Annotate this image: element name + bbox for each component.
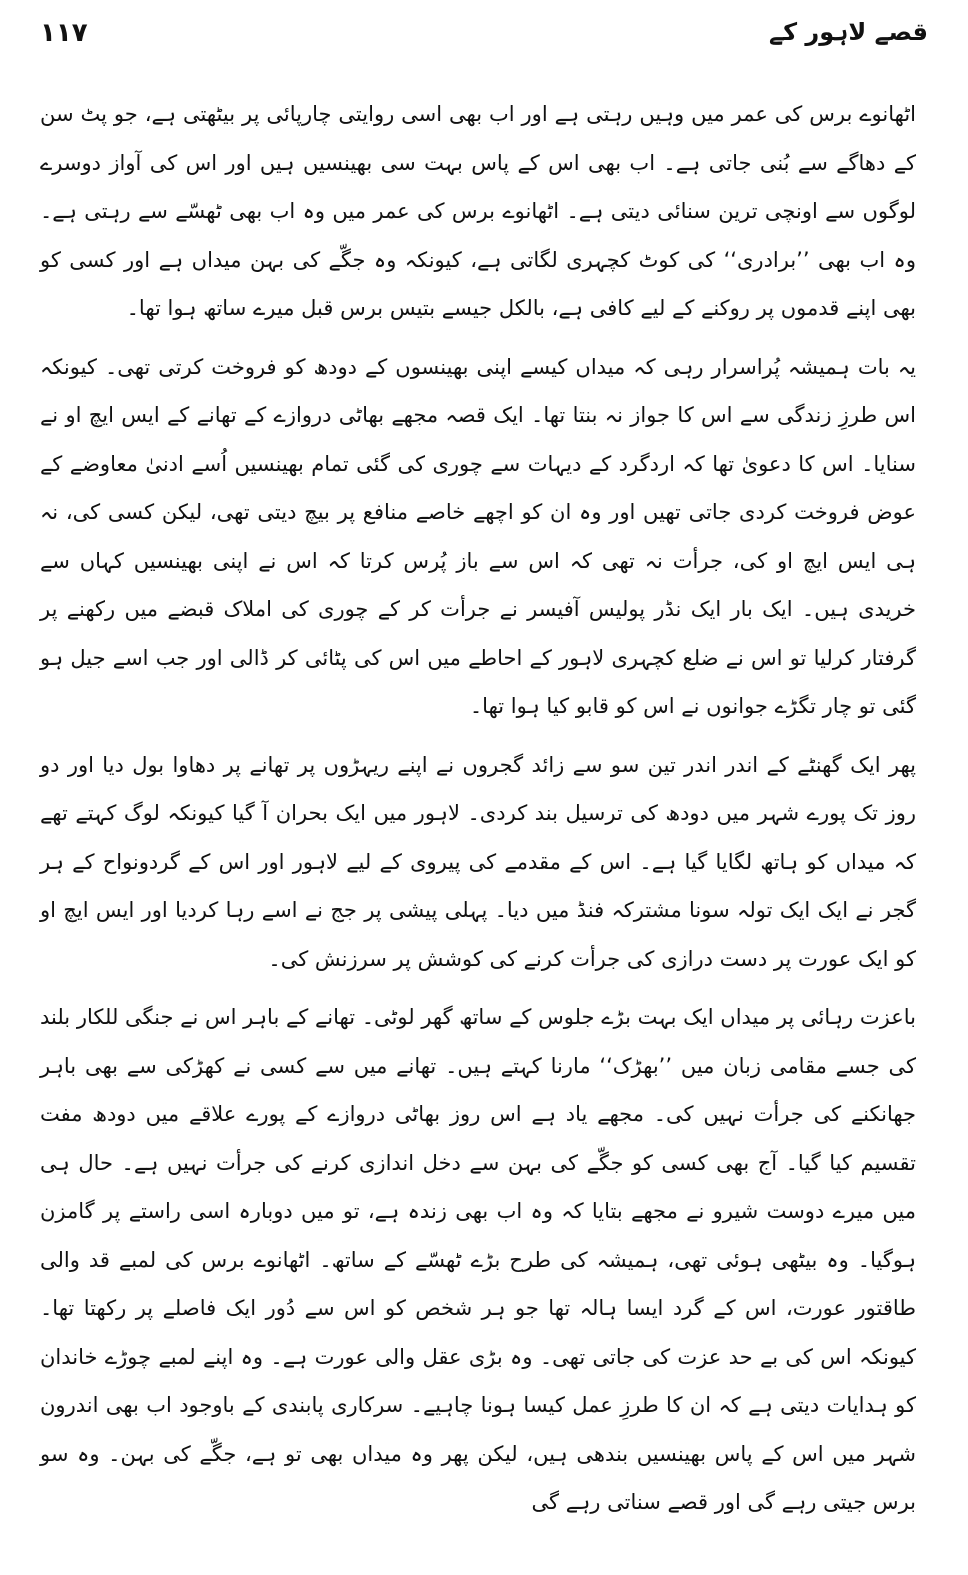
paragraph: پھر ایک گھنٹے کے اندر اندر تین سو سے زائد گجروں نے اپنے ریہڑوں پر تھانے پر دھاوا بول دیا اور دو روز تک پورے شہر میں دودھ کی ترسیل بند کردی۔ لاہور میں ایک بحران آ گیا کیونکہ لوگ کہتے تھے کہ میداں کو ہاتھ لگایا گیا ہے۔ اس کے مقدمے کی پیروی کے لیے لاہور اور اس کے گردونواح کے ہر گجر نے ایک ایک تولہ سونا مشترکہ فنڈ میں دیا۔ پہلی پیشی پر جج نے اسے رہا کردیا اور ایس ایچ او کو ایک عورت پر دست درازی کی جرأت کرنے کی کوشش پر سرزنش کی۔ xyxy=(40,752,916,971)
body-text xyxy=(40,90,916,1527)
page-number: ۱۱۷ xyxy=(40,18,88,48)
paragraph: اٹھانوے برس کی عمر میں وہیں رہتی ہے اور اب بھی اسی روایتی چارپائی پر بیٹھتی ہے، جو پٹ سن کے دھاگے سے بُنی جاتی ہے۔ اب بھی اس کے پاس بہت سی بھینسیں ہیں اور اس کی آواز دوسرے لوگوں سے اونچی ترین سنائی دیتی ہے۔ اٹھانوے برس کی عمر میں وہ اب بھی ٹھسّے سے رہتی ہے۔ وہ اب بھی ’’برادری‘‘ کی کوٹ کچہری لگاتی ہے، کیونکہ وہ جگّے کی بہن میداں ہے اور کسی کو بھی اپنے قدموں پر روکنے کے لیے کافی ہے، بالکل جیسے بتیس برس قبل میرے ساتھ ہوا تھا۔ xyxy=(40,102,916,320)
paragraph: یہ بات ہمیشہ پُراسرار رہی کہ میداں کیسے اپنی بھینسوں کے دودھ کو فروخت کرتی تھی۔ کیونکہ اس طرزِ زندگی سے اس کا جواز نہ بنتا تھا۔ ایک قصہ مجھے بھاٹی دروازے کے تھانے کے ایس ایچ او نے سنایا۔ اس کا دعویٰ تھا کہ اردگرد کے دیہات سے چوری کی گئی تمام بھینسیں اُسے ادنیٰ معاوضے کے عوض فروخت کردی جاتی تھیں اور وہ ان کو اچھے خاصے منافع پر بیچ دیتی تھی، لیکن کسی کی، نہ ہی ایس ایچ او کی، جرأت نہ تھی کہ اس سے باز پُرس کرتا کہ اس نے اپنی بھینسیں کہاں سے خریدی ہیں۔ ایک بار ایک نڈر پولیس آفیسر نے جرأت کر کے چوری کی املاک قبضے میں رکھنے پر گرفتار کرلیا تو اس نے ضلع کچہری لاہور کے احاطے میں اس کی پٹائی کر ڈالی اور جب اسے جیل ہو گئی تو چار تگڑے جوانوں نے اس کو قابو کیا ہوا تھا۔ xyxy=(40,354,916,718)
paragraph: باعزت رہائی پر میداں ایک بہت بڑے جلوس کے ساتھ گھر لوٹی۔ تھانے کے باہر اس نے جنگی للکار بلند کی جسے مقامی زبان میں ’’بھڑک‘‘ مارنا کہتے ہیں۔ تھانے میں سے کسی نے کھڑکی سے بھی باہر جھانکنے کی جرأت نہیں کی۔ مجھے یاد ہے اس روز بھاٹی دروازے کے پورے علاقے میں دودھ مفت تقسیم کیا گیا۔ آج بھی کسی کو جگّے کی بہن سے دخل اندازی کرنے کی جرأت نہیں ہے۔ حال ہی میں میرے دوست شیرو نے مجھے بتایا کہ وہ اب بھی زندہ ہے، تو میں دوبارہ اسی راستے پر گامزن ہوگیا۔ وہ بیٹھی ہوئی تھی، ہمیشہ کی طرح بڑے ٹھسّے کے ساتھ۔ اٹھانوے برس کی لمبے قد والی طاقتور عورت، اس کے گرد ایسا ہالہ تھا جو ہر شخص کو اس سے دُور ایک فاصلے پر رکھتا تھا۔ کیونکہ اس کی بے حد عزت کی جاتی تھی۔ وہ بڑی عقل والی عورت ہے۔ وہ اپنے لمبے چوڑے خاندان کو ہدایات دیتی ہے کہ ان کا طرزِ عمل کیسا ہونا چاہیے۔ سرکاری پابندی کے باوجود اب بھی اندرون شہر میں اس کے پاس بھینسیں بندھی ہیں، لیکن پھر وہ میداں بھی تو ہے، جگّے کی بہن۔ وہ سو برس جیتی رہے گی اور قصے سناتی رہے گی xyxy=(40,1005,916,1514)
running-title: قصے لاہور کے xyxy=(769,18,928,46)
page-header xyxy=(40,18,928,58)
